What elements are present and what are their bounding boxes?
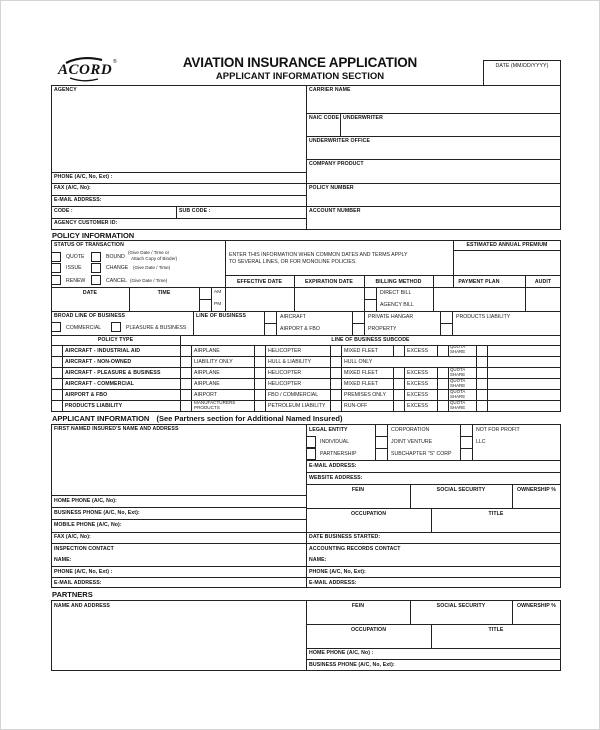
phone-label: PHONE (A/C, No, Ext) : [54, 174, 113, 180]
divider [452, 311, 453, 335]
individual-checkbox[interactable] [306, 436, 316, 448]
subcode-option: MIXED FLEET [344, 370, 379, 376]
quote-label: QUOTE [66, 254, 85, 260]
billing-method-label: BILLING METHOD [375, 279, 422, 285]
subcode-option: HELICOPTER [268, 348, 302, 354]
divider [387, 424, 388, 460]
pleasure-business-label: PLEASURE & BUSINESS [126, 325, 187, 331]
divider [437, 345, 438, 356]
title-label: TITLE [488, 511, 504, 517]
divider [306, 659, 561, 660]
llc-label: LLC [476, 439, 486, 445]
legal-entity-label: LEGAL ENTITY [309, 427, 348, 433]
divider [51, 218, 306, 219]
products-liability-checkbox[interactable] [441, 312, 452, 323]
inspection-contact-label: INSPECTION CONTACT [54, 546, 114, 552]
policy-type-aircraft-non-owned: AIRCRAFT - NON-OWNED [65, 359, 132, 365]
audit-input[interactable] [527, 290, 559, 308]
bound-label: BOUND [106, 254, 125, 260]
divider [51, 577, 561, 578]
divider [51, 195, 306, 196]
applicant-title-note: (See Partners section for Additional Named Insured) [156, 414, 343, 423]
divider [306, 624, 561, 625]
logo-text: ACORD [58, 62, 113, 78]
lob-property-label: PROPERTY [368, 326, 397, 332]
divider [376, 287, 377, 311]
subcode-option: HELICOPTER [268, 381, 302, 387]
property-checkbox[interactable] [353, 324, 364, 335]
aircraft-checkbox[interactable] [265, 312, 276, 323]
company-product-label: COMPANY PRODUCT [309, 161, 364, 167]
partners-section-title: PARTNERS [52, 590, 93, 599]
lob-subcode-label: LINE OF BUSINESS SUBCODE [331, 337, 410, 343]
subcode-option: QUOTA SHARE [450, 344, 466, 354]
policy-type-products-liability: PRODUCTS LIABILITY [65, 403, 123, 409]
divider [211, 287, 212, 311]
divider [51, 532, 561, 533]
underwriter-office-label: UNDERWRITER OFFICE [309, 138, 371, 144]
subcode-option: AIRPLANE [194, 370, 220, 376]
partnership-label: PARTNERSHIP [320, 451, 357, 457]
divider [225, 287, 226, 311]
partner-title-label: TITLE [488, 627, 504, 633]
corporation-label: CORPORATION [391, 427, 430, 433]
accounting-phone-label: PHONE (A/C, No, Ext): [309, 569, 366, 575]
divider [276, 311, 277, 335]
divider [476, 345, 477, 412]
ownership-label: OWNERSHIP % [516, 487, 557, 493]
cancel-label: CANCEL [106, 278, 128, 284]
divider [306, 136, 561, 137]
bound-note: (Give Date / Time or [128, 250, 170, 255]
underwriter-label: UNDERWRITER [343, 115, 383, 121]
divider [448, 367, 449, 412]
policy-type-checkbox[interactable] [51, 367, 62, 378]
ssn-label: SOCIAL SECURITY [436, 487, 486, 493]
partner-ownership-label: OWNERSHIP % [516, 603, 557, 609]
subchapter-s-checkbox[interactable] [376, 449, 387, 460]
mobile-phone-label: MOBILE PHONE (A/C, No): [54, 522, 122, 528]
subcode-option: QUOTA SHARE [450, 367, 466, 377]
not-for-profit-label: NOT FOR PROFIT [476, 427, 520, 433]
lob-airport-fbo-label: AIRPORT & FBO [280, 326, 320, 332]
bound-checkbox[interactable] [91, 252, 101, 262]
corporation-checkbox[interactable] [376, 425, 387, 436]
effective-date-label: EFFECTIVE DATE [236, 279, 283, 285]
subcode-option: FBO / COMMERCIAL [268, 392, 319, 398]
customer-id-label: AGENCY CUSTOMER ID: [54, 220, 118, 226]
divider [180, 345, 181, 412]
partner-ssn-label: SOCIAL SECURITY [436, 603, 486, 609]
joint-venture-checkbox[interactable] [376, 437, 387, 448]
inspection-name-label: NAME: [54, 557, 72, 563]
effective-date-input[interactable] [227, 290, 292, 308]
divider [51, 543, 561, 544]
expiration-date-input[interactable] [296, 290, 362, 308]
direct-bill-checkbox[interactable] [365, 288, 376, 299]
policy-type-checkbox[interactable] [51, 389, 62, 400]
divider [404, 367, 405, 412]
divider [306, 113, 561, 114]
subcode-option: QUOTA SHARE [450, 389, 466, 399]
subcode-option: HULL ONLY [344, 359, 373, 365]
inspection-email-label: E-MAIL ADDRESS: [54, 580, 102, 586]
business-phone-label: BUSINESS PHONE (A/C, No, Ext): [54, 510, 140, 516]
date-label: DATE (MM/DD/YYYY) [495, 63, 549, 69]
inspection-phone-label: PHONE (A/C, No, Ext) : [54, 569, 113, 575]
joint-venture-label: JOINT VENTURE [391, 439, 433, 445]
applicant-title-text: APPLICANT INFORMATION [52, 414, 150, 423]
occupation-label: OCCUPATION [350, 511, 387, 517]
change-label: CHANGE [106, 265, 129, 271]
agency-input[interactable] [54, 95, 304, 169]
issue-checkbox[interactable] [51, 263, 61, 273]
agency-bill-checkbox[interactable] [365, 300, 376, 311]
subcode-option: PETROLEUM LIABILITY [268, 403, 326, 409]
bound-note-2: Attach Copy of Binder) [131, 256, 178, 261]
am-label: AM [214, 290, 222, 295]
divider [265, 345, 266, 412]
divider [62, 345, 63, 412]
llc-checkbox[interactable] [461, 437, 472, 448]
partner-home-phone-label: HOME PHONE (A/C, No) : [309, 650, 374, 656]
divider [404, 345, 405, 356]
policy-section-title: POLICY INFORMATION [52, 231, 135, 240]
subcode-option: AIRPLANE [194, 381, 220, 387]
divider [306, 484, 561, 485]
direct-bill-label: DIRECT BILL [380, 290, 412, 296]
accounting-email-label: E-MAIL ADDRESS: [309, 580, 357, 586]
broad-lob-label: BROAD LINE OF BUSINESS [54, 313, 126, 319]
divider [393, 345, 394, 356]
divider [191, 345, 192, 412]
subcode-option: EXCESS [407, 348, 429, 354]
subcode-option: QUOTA SHARE [450, 378, 466, 388]
subcode-option: EXCESS [407, 370, 429, 376]
divider [51, 287, 561, 288]
divider [440, 323, 452, 324]
name-address-label: FIRST NAMED INSURED'S NAME AND ADDRESS [54, 426, 179, 432]
individual-label: INDIVIDUAL [320, 439, 350, 445]
divider [448, 345, 449, 356]
divider [340, 113, 341, 136]
divider [341, 345, 342, 412]
pm-label: PM [214, 302, 222, 307]
policy-type-checkbox[interactable] [51, 378, 62, 389]
email-label: E-MAIL ADDRESS: [54, 197, 102, 203]
agency-label: AGENCY [54, 87, 77, 93]
subchapter-s-label: SUBCHAPTER "S" CORP [391, 451, 452, 457]
subcode-option: QUOTA SHARE [450, 400, 466, 410]
subcode-option: MIXED FLEET [344, 381, 379, 387]
time-column-label: TIME [157, 290, 171, 296]
divider [51, 206, 306, 207]
divider [306, 206, 561, 207]
subcode-option: EXCESS [407, 392, 429, 398]
divider [51, 507, 306, 508]
not-for-profit-checkbox[interactable] [461, 425, 472, 436]
form-subtitle: APPLICANT INFORMATION SECTION [215, 71, 385, 82]
payment-plan-label: PAYMENT PLAN [458, 279, 500, 285]
date-column-label: DATE [82, 290, 98, 296]
subcode-option: MANUFACTURERS PRODUCTS [194, 400, 236, 410]
divider [487, 345, 488, 412]
lob-private-hangar-label: PRIVATE HANGAR [368, 314, 414, 320]
divider [306, 159, 561, 160]
divider [306, 460, 561, 461]
divider [51, 311, 561, 312]
divider [51, 519, 306, 520]
accounting-name-label: NAME: [309, 557, 327, 563]
expiration-date-label: EXPIRATION DATE [305, 279, 353, 285]
policy-type-checkbox[interactable] [51, 345, 62, 356]
naic-label: NAIC CODE [309, 115, 340, 121]
divider [306, 600, 307, 671]
fax-label: FAX (A/C, No): [54, 185, 91, 191]
partnership-checkbox[interactable] [306, 448, 316, 460]
policy-type-label: POLICY TYPE [97, 337, 134, 343]
divider [460, 448, 472, 449]
account-number-label: ACCOUNT NUMBER [309, 208, 361, 214]
divider [199, 299, 211, 300]
lob-label: LINE OF BUSINESS [196, 313, 247, 319]
applicant-fax-label: FAX (A/C, No): [54, 534, 91, 540]
divider [51, 172, 306, 173]
divider [51, 367, 561, 368]
divider [176, 206, 177, 218]
divider [225, 275, 561, 276]
pleasure-business-checkbox[interactable] [111, 322, 121, 332]
divider [306, 472, 561, 473]
divider [330, 345, 331, 412]
quote-checkbox[interactable] [51, 252, 61, 262]
divider [437, 367, 438, 412]
name-address-input[interactable] [54, 434, 304, 492]
change-checkbox[interactable] [91, 263, 101, 273]
divider [306, 183, 561, 184]
partner-name-address-label: NAME AND ADDRESS [54, 603, 110, 609]
date-input[interactable] [486, 72, 558, 84]
policy-type-aircraft-pleasure-business: AIRCRAFT - PLEASURE & BUSINESS [65, 370, 161, 376]
issue-label: ISSUE [66, 265, 82, 271]
subcode-option: AIRPLANE [194, 348, 220, 354]
accounting-contact-label: ACCOUNTING RECORDS CONTACT [309, 546, 401, 552]
private-hangar-checkbox[interactable] [353, 312, 364, 323]
change-note: (Give Date / Time) [133, 265, 171, 270]
divider [51, 335, 561, 336]
applicant-email-label: E-MAIL ADDRESS: [309, 463, 357, 469]
divider [51, 400, 561, 401]
divider [51, 566, 561, 567]
subcode-option: AIRPORT [194, 392, 217, 398]
airport-fbo-checkbox[interactable] [265, 324, 276, 335]
carrier-name-label: CARRIER NAME [309, 87, 351, 93]
renew-checkbox[interactable] [51, 275, 61, 285]
policy-number-label: POLICY NUMBER [309, 185, 354, 191]
logo-registered-mark: ® [113, 59, 117, 65]
policy-type-aircraft-commercial: AIRCRAFT - COMMERCIAL [65, 381, 134, 387]
divider [306, 508, 561, 509]
premium-label: ESTIMATED ANNUAL PREMIUM [466, 242, 548, 248]
commercial-label: COMMERCIAL [66, 325, 102, 331]
audit-label: AUDIT [534, 279, 552, 285]
policy-type-table [51, 345, 561, 412]
divider [453, 250, 561, 251]
lob-products-liability-label: PRODUCTS LIABILITY [456, 314, 511, 320]
website-label: WEBSITE ADDRESS: [309, 475, 363, 481]
subcode-label: SUB CODE : [179, 208, 211, 214]
divider [51, 356, 561, 357]
policy-type-aircraft-industrial-aid: AIRCRAFT - INDUSTRIAL AID [65, 348, 141, 354]
subcode-option: MIXED FLEET [344, 348, 379, 354]
instruction-text-2: TO SEVERAL LINES, OR FOR MONOLINE POLICIES. [229, 259, 357, 265]
commercial-checkbox[interactable] [51, 322, 61, 332]
cancel-note: (Give Date / Time) [130, 278, 168, 283]
partner-business-phone-label: BUSINESS PHONE (A/C, No, Ext): [309, 662, 395, 668]
renew-label: RENEW [66, 278, 86, 284]
acord-logo [52, 54, 122, 84]
partner-occupation-label: OCCUPATION [350, 627, 387, 633]
form-title: AVIATION INSURANCE APPLICATION [182, 55, 418, 70]
home-phone-label: HOME PHONE (A/C, No): [54, 498, 117, 504]
policy-type-airport-fbo: AIRPORT & FBO [65, 392, 108, 398]
divider [51, 378, 561, 379]
subcode-option: LIABILITY ONLY [194, 359, 233, 365]
divider [51, 389, 561, 390]
divider [364, 311, 365, 335]
partner-fein-label: FEIN [351, 603, 365, 609]
lob-aircraft-label: AIRCRAFT [280, 314, 306, 320]
divider [472, 424, 473, 460]
subcode-option: PREMISES ONLY [344, 392, 386, 398]
cancel-checkbox[interactable] [91, 275, 101, 285]
divider [393, 367, 394, 412]
date-started-label: DATE BUSINESS STARTED: [309, 534, 381, 540]
divider [306, 85, 307, 230]
fein-label: FEIN [351, 487, 365, 493]
policy-type-checkbox[interactable] [51, 400, 62, 412]
status-label: STATUS OF TRANSACTION [54, 242, 124, 248]
divider [254, 345, 255, 412]
subcode-option: EXCESS [407, 403, 429, 409]
applicant-section-title [52, 414, 342, 423]
payment-plan-input[interactable] [435, 290, 523, 308]
subcode-option: HULL & LIABILITY [268, 359, 312, 365]
subcode-option: RUN-OFF [344, 403, 368, 409]
divider [306, 648, 561, 649]
divider [193, 311, 194, 335]
agency-bill-label: AGENCY BILL [380, 302, 414, 308]
divider [51, 495, 306, 496]
subcode-option: EXCESS [407, 381, 429, 387]
subcode-option: HELICOPTER [268, 370, 302, 376]
code-label: CODE : [54, 208, 73, 214]
instruction-text: ENTER THIS INFORMATION WHEN COMMON DATES AND TERMS APPLY [229, 252, 408, 258]
policy-type-checkbox[interactable] [51, 356, 62, 367]
partner-name-address-input[interactable] [54, 611, 304, 669]
premium-input[interactable] [455, 252, 559, 274]
divider [51, 183, 306, 184]
